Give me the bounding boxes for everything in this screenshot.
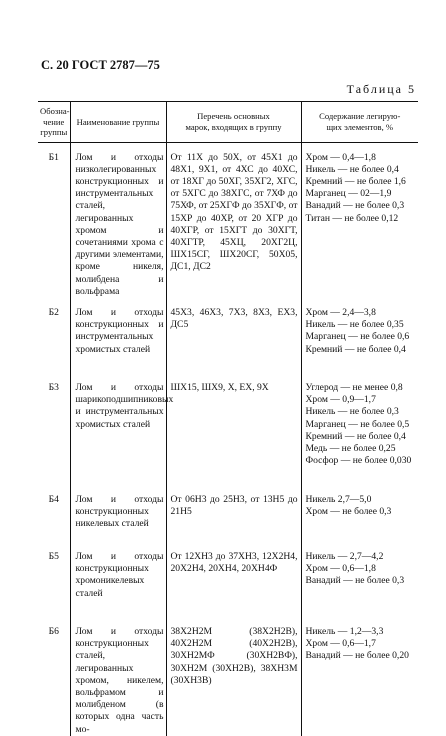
element-line: Хром — 0,6—1,8: [305, 563, 376, 575]
element-line: Никель — не более 0,4: [305, 163, 399, 175]
table-row: [38, 485, 418, 542]
column-header-code-text: Обозна- чение группы: [40, 106, 70, 137]
table-row: [38, 373, 418, 485]
group-code: Б4: [48, 493, 59, 505]
table-row: [38, 298, 418, 373]
element-line: Марганец — не более 0,6: [305, 331, 410, 343]
group-elements: [301, 485, 418, 542]
table-body: [38, 142, 418, 736]
column-header-marks-text: Перечень основных марок, входящих в группу: [185, 111, 282, 132]
element-line: Хром — 0,4—1,8: [305, 151, 376, 163]
group-marks: От 11Х до 50Х, от 45Х1 до 48Х1, 9Х1, от 4ХС до 40ХС, от 18ХГ до 50ХГ, 35ХГ2, ХГС, от 5ХГС до 38ХГС, от 7ХФ до 75ХФ, от 25ХГФ до 35ХГФ, от 15ХР до 40ХР, от 20 ХГР до 40ХГР, от 15ХГТ до 30ХГТ, 40ХГТР, 45ХЦ, 20ХГ2Ц, ШХ15СГ, ШХ20СГ, 50Х05, ДС1, ДС2: [166, 142, 301, 298]
table-caption: Таблица 5: [346, 82, 416, 96]
group-marks: ШХ15, ШХ9, Х, ЕХ, 9Х: [166, 373, 301, 485]
element-line: Марганец — 02—1,9: [305, 188, 392, 200]
group-name: Лом и отходы низколегированных конструкционных и инструментальных сталей, легированных хромом и сочетаниями хрома с другими элементами, кроме никеля, молибдена и вольфрама: [70, 142, 166, 298]
element-line: Никель — не более 0,35: [305, 319, 404, 331]
page-header: С. 20 ГОСТ 2787—75: [41, 58, 160, 72]
group-marks: 38Х2Н2М (38Х2Н2В), 40Х2Н2М (40Х2Н2В), 30ХН2МФ (30ХН2ВФ), 30ХН2М (30ХН2В), 38ХН3М (30ХН3В): [166, 617, 301, 736]
group-marks: 45Х3, 46Х3, 7Х3, 8Х3, ЕХ3, ДС5: [166, 298, 301, 373]
group-code: Б1: [48, 151, 59, 163]
element-line: Хром — не более 0,3: [305, 506, 392, 518]
group-name: Лом и отходы конструкционных никелевых сталей: [70, 485, 166, 542]
group-marks: От 12ХН3 до 37ХН3, 12Х2Н4, 20Х2Н4, 20ХН4, 20ХН4Ф: [166, 542, 301, 617]
group-name: Лом и отходы шарикоподшипниковых и инструментальных хромистых сталей: [70, 373, 166, 485]
column-header-name-text: Наименование группы: [76, 116, 160, 127]
element-line: Ванадий — не более 0,20: [305, 650, 409, 662]
column-header-marks: [166, 102, 301, 143]
element-line: Титан — не более 0,12: [305, 212, 399, 224]
group-elements: [301, 617, 418, 736]
group-elements: [301, 373, 418, 485]
column-header-elements: [301, 102, 418, 143]
element-line: Фосфор — не более 0,030: [305, 455, 412, 467]
element-line: Ванадий — не более 0,3: [305, 200, 405, 212]
table-row: [38, 142, 418, 298]
column-header-code: [38, 102, 70, 143]
table-row: [38, 617, 418, 736]
element-line: Кремний — не более 1,6: [305, 175, 406, 187]
group-elements: [301, 542, 418, 617]
column-header-elements-text: Содержание легирую- щих элементов, %: [319, 111, 401, 132]
group-name: Лом и отходы конструкционных и инструментальных хромистых сталей: [70, 298, 166, 373]
group-code: Б6: [48, 625, 59, 637]
group-elements: [301, 298, 418, 373]
table-row: [38, 542, 418, 617]
element-line: Кремний — не более 0,4: [305, 430, 406, 442]
element-line: Кремний — не более 0,4: [305, 343, 406, 355]
element-line: Марганец — не более 0,5: [305, 418, 410, 430]
element-line: Хром — 2,4—3,8: [305, 306, 376, 318]
element-line: Хром — 0,9—1,7: [305, 394, 376, 406]
element-line: Медь — не более 0,25: [305, 442, 396, 454]
element-line: Никель — не более 0,3: [305, 406, 399, 418]
column-header-name: [70, 102, 166, 143]
group-code: Б3: [48, 381, 59, 393]
element-line: Никель — 2,7—4,2: [305, 550, 384, 562]
group-name: Лом и отходы конструкционных сталей, легированных хромом, никелем, вольфрамом и молибденом (в которых одна часть мо-: [70, 617, 166, 736]
element-line: Никель — 1,2—3,3: [305, 625, 384, 637]
element-line: Хром — 0,6—1,7: [305, 638, 376, 650]
steel-groups-table: [38, 101, 418, 736]
group-name: Лом и отходы конструкционных хромоникелевых сталей: [70, 542, 166, 617]
element-line: Никель 2,7—5,0: [305, 493, 372, 505]
table-header-row: [38, 102, 418, 143]
group-marks: От 06Н3 до 25Н3, от 13Н5 до 21Н5: [166, 485, 301, 542]
group-code: Б2: [48, 306, 59, 318]
element-line: Ванадий — не более 0,3: [305, 575, 405, 587]
group-code: Б5: [48, 550, 59, 562]
element-line: Углерод — не менее 0,8: [305, 381, 403, 393]
group-elements: [301, 142, 418, 298]
